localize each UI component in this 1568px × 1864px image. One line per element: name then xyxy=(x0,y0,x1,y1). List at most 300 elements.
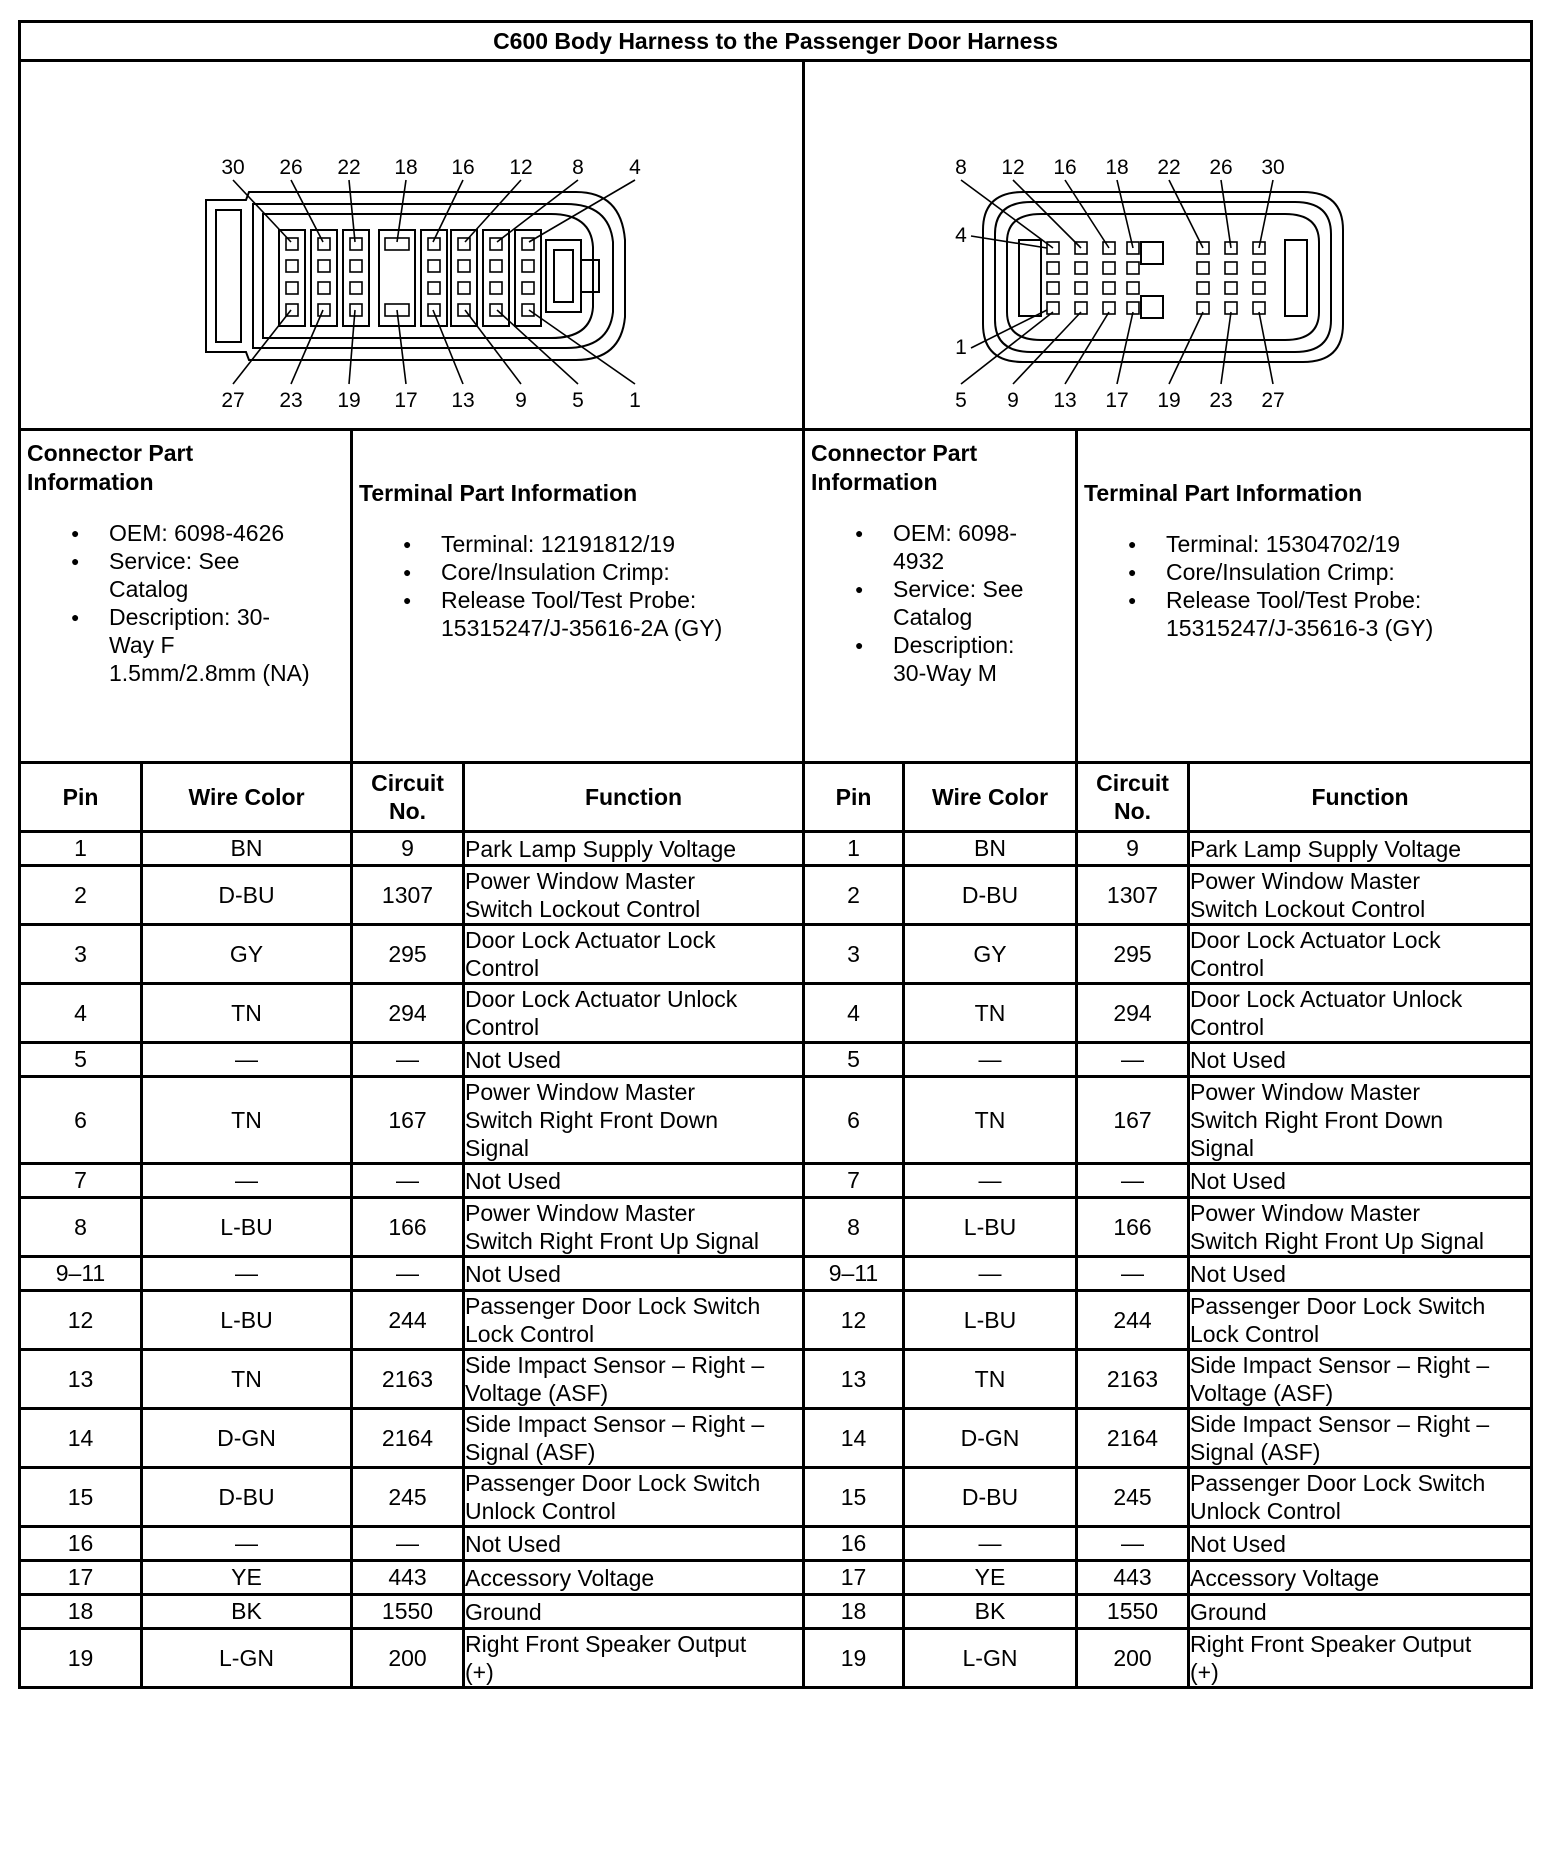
pin-cell: 7 xyxy=(20,1164,142,1198)
circuit-cell: 200 xyxy=(352,1629,464,1688)
function-cell xyxy=(1189,832,1532,866)
circuit-cell: — xyxy=(352,1257,464,1291)
wire-color-cell: BN xyxy=(904,832,1077,866)
circuit-cell: 2164 xyxy=(1077,1409,1189,1468)
pin-label: 5 xyxy=(572,389,584,412)
terminal-info-list xyxy=(353,530,802,642)
function-cell xyxy=(1189,1198,1532,1257)
header-circuit: Circuit No. xyxy=(1077,763,1189,832)
bullet-dot: ● xyxy=(855,525,864,541)
wire-color-cell: L-GN xyxy=(904,1629,1077,1688)
function-cell xyxy=(464,984,804,1043)
column-header-row xyxy=(20,763,1532,832)
terminal-cavity xyxy=(318,282,330,294)
terminal-cavity xyxy=(286,238,298,250)
pin-label: 13 xyxy=(1053,389,1077,412)
connector-info-list xyxy=(21,519,350,687)
circuit-cell: 244 xyxy=(352,1291,464,1350)
pin-label: 12 xyxy=(509,156,533,179)
info-line: 1.5mm/2.8mm (NA) xyxy=(109,660,310,686)
leader-line xyxy=(1117,312,1133,384)
connector-sheet xyxy=(18,20,1530,1850)
terminal-cavity xyxy=(458,260,470,272)
circuit-cell: 9 xyxy=(352,832,464,866)
function-cell xyxy=(1189,1291,1532,1350)
function-line: Unlock Control xyxy=(1190,1498,1341,1524)
pin-cell: 4 xyxy=(804,984,904,1043)
terminal-cavity xyxy=(458,282,470,294)
pin-label: 8 xyxy=(572,156,584,179)
function-cell xyxy=(1189,1164,1532,1198)
leader-line xyxy=(497,180,578,242)
leader-line xyxy=(961,312,1053,384)
terminal-pin xyxy=(1127,282,1139,294)
function-line: Door Lock Actuator Unlock xyxy=(1190,986,1463,1012)
table-row xyxy=(20,1043,1532,1077)
function-line: Switch Lockout Control xyxy=(1190,896,1426,922)
info-line: Description: xyxy=(893,632,1015,658)
terminal-cavity xyxy=(490,260,502,272)
pin-label: 1 xyxy=(629,389,641,412)
function-cell xyxy=(1189,1043,1532,1077)
leader-line xyxy=(349,180,355,242)
circuit-cell: 443 xyxy=(352,1561,464,1595)
left-connector-part-info xyxy=(20,430,352,763)
bullet-dot: ● xyxy=(403,592,412,608)
info-line: Terminal: 12191812/19 xyxy=(441,531,675,557)
terminal-cavity xyxy=(318,304,330,316)
info-bullet-item xyxy=(805,631,1075,687)
info-bullet-item xyxy=(805,575,1075,631)
function-cell xyxy=(1189,1077,1532,1164)
function-line: Switch Right Front Down xyxy=(465,1107,719,1133)
leader-line xyxy=(529,180,635,242)
table-row xyxy=(20,1409,1532,1468)
terminal-pin xyxy=(1075,282,1087,294)
info-line: Catalog xyxy=(109,576,189,602)
circuit-cell: 2163 xyxy=(352,1350,464,1409)
pin-label: 18 xyxy=(394,156,418,179)
bullet-dot: ● xyxy=(1128,564,1137,580)
function-line: Door Lock Actuator Lock xyxy=(1190,927,1441,953)
bullet-dot: ● xyxy=(1128,592,1137,608)
info-line: Terminal: 15304702/19 xyxy=(1166,531,1400,557)
function-cell xyxy=(1189,1629,1532,1688)
pin-label: 13 xyxy=(451,389,475,412)
pin-label: 26 xyxy=(279,156,303,179)
pin-cell: 1 xyxy=(804,832,904,866)
circuit-cell: 1550 xyxy=(1077,1595,1189,1629)
function-cell xyxy=(1189,1527,1532,1561)
pin-cell: 5 xyxy=(804,1043,904,1077)
function-cell xyxy=(464,1077,804,1164)
function-cell xyxy=(464,866,804,925)
info-line: 4932 xyxy=(893,548,945,574)
pin-cell: 4 xyxy=(20,984,142,1043)
circuit-cell: — xyxy=(1077,1527,1189,1561)
pin-label: 19 xyxy=(1157,389,1181,412)
info-line: OEM: 6098-4626 xyxy=(109,520,285,546)
function-line: Not Used xyxy=(1190,1046,1286,1073)
wire-color-cell: TN xyxy=(142,1350,352,1409)
wire-color-cell: BN xyxy=(142,832,352,866)
terminal-cavity xyxy=(428,282,440,294)
pin-cell: 12 xyxy=(804,1291,904,1350)
circuit-cell: 166 xyxy=(1077,1198,1189,1257)
info-line: Description: 30- xyxy=(109,604,271,630)
pin-cell: 3 xyxy=(20,925,142,984)
leader-line xyxy=(1169,312,1203,384)
table-row xyxy=(20,1468,1532,1527)
circuit-cell: — xyxy=(1077,1257,1189,1291)
pin-label: 16 xyxy=(451,156,475,179)
pin-cell: 12 xyxy=(20,1291,142,1350)
table-row xyxy=(20,866,1532,925)
pin-label: 30 xyxy=(221,156,245,179)
function-cell xyxy=(464,1198,804,1257)
bullet-dot: ● xyxy=(855,581,864,597)
wire-color-cell: L-BU xyxy=(142,1291,352,1350)
function-line: Lock Control xyxy=(465,1321,595,1347)
info-bullet-item xyxy=(21,547,350,603)
pin-cell: 9–11 xyxy=(20,1257,142,1291)
function-cell xyxy=(1189,925,1532,984)
function-cell xyxy=(464,1527,804,1561)
table-row xyxy=(20,1629,1532,1688)
function-cell xyxy=(1189,1468,1532,1527)
table-row xyxy=(20,1561,1532,1595)
function-line: Power Window Master xyxy=(1190,868,1421,894)
connector-info-list xyxy=(805,519,1075,687)
function-line: Door Lock Actuator Lock xyxy=(465,927,716,953)
function-cell xyxy=(464,1291,804,1350)
wire-color-cell: — xyxy=(904,1257,1077,1291)
pin-label: 5 xyxy=(955,389,967,412)
pin-cell: 18 xyxy=(20,1595,142,1629)
terminal-pin xyxy=(1103,282,1115,294)
pin-label: 8 xyxy=(955,156,967,179)
info-line: Core/Insulation Crimp: xyxy=(1166,559,1395,585)
table-row xyxy=(20,1198,1532,1257)
pin-cell: 15 xyxy=(20,1468,142,1527)
wire-color-cell: L-GN xyxy=(142,1629,352,1688)
circuit-cell: — xyxy=(1077,1043,1189,1077)
bullet-dot: ● xyxy=(71,553,80,569)
pin-cell: 19 xyxy=(20,1629,142,1688)
pin-label: 17 xyxy=(1105,389,1129,412)
function-cell xyxy=(464,832,804,866)
function-line: Signal (ASF) xyxy=(465,1439,596,1465)
function-line: Not Used xyxy=(1190,1530,1286,1557)
function-line: Voltage (ASF) xyxy=(465,1380,609,1406)
circuit-cell: 294 xyxy=(352,984,464,1043)
circuit-cell: 443 xyxy=(1077,1561,1189,1595)
leader-line xyxy=(1259,312,1273,384)
table-row xyxy=(20,832,1532,866)
function-line: Side Impact Sensor – Right – xyxy=(1190,1411,1490,1437)
wire-color-cell: GY xyxy=(904,925,1077,984)
function-line: Not Used xyxy=(465,1260,561,1287)
wire-color-cell: D-BU xyxy=(904,1468,1077,1527)
pin-label: 30 xyxy=(1261,156,1285,179)
pin-cell: 14 xyxy=(20,1409,142,1468)
function-line: Accessory Voltage xyxy=(1190,1564,1380,1591)
pin-cell: 5 xyxy=(20,1043,142,1077)
pin-cell: 1 xyxy=(20,832,142,866)
pin-label: 27 xyxy=(1261,389,1285,412)
wire-color-cell: L-BU xyxy=(904,1198,1077,1257)
pin-cell: 3 xyxy=(804,925,904,984)
circuit-cell: — xyxy=(352,1527,464,1561)
bullet-dot: ● xyxy=(71,525,80,541)
function-line: Signal xyxy=(1190,1135,1254,1161)
circuit-cell: 295 xyxy=(1077,925,1189,984)
terminal-pin xyxy=(1075,262,1087,274)
function-line: Passenger Door Lock Switch xyxy=(465,1470,761,1496)
terminal-pin xyxy=(1047,262,1059,274)
function-line: Door Lock Actuator Unlock xyxy=(465,986,738,1012)
function-cell xyxy=(1189,1595,1532,1629)
terminal-cavity xyxy=(522,282,534,294)
function-line: Not Used xyxy=(1190,1260,1286,1287)
pin-cell: 14 xyxy=(804,1409,904,1468)
info-line: OEM: 6098- xyxy=(893,520,1017,546)
pin-label: 27 xyxy=(221,389,245,412)
function-line: Power Window Master xyxy=(465,868,696,894)
function-line: Passenger Door Lock Switch xyxy=(1190,1470,1486,1496)
function-line: Power Window Master xyxy=(465,1079,696,1105)
function-cell xyxy=(464,1561,804,1595)
info-bullet-item xyxy=(1078,558,1530,586)
bullet-dot: ● xyxy=(403,536,412,552)
pin-cell: 6 xyxy=(20,1077,142,1164)
female-connector-drawing xyxy=(21,62,805,428)
function-cell xyxy=(464,1043,804,1077)
header-pin: Pin xyxy=(20,763,142,832)
terminal-cavity xyxy=(522,260,534,272)
function-line: Lock Control xyxy=(1190,1321,1320,1347)
pin-label: 26 xyxy=(1209,156,1233,179)
table-row xyxy=(20,1257,1532,1291)
left-connector-diagram xyxy=(20,61,804,430)
info-bullet-item xyxy=(353,530,802,558)
terminal-pin xyxy=(1225,262,1237,274)
function-cell xyxy=(464,1629,804,1688)
wire-color-cell: — xyxy=(904,1164,1077,1198)
terminal-info-heading: Terminal Part Information xyxy=(359,480,638,506)
function-line: Signal (ASF) xyxy=(1190,1439,1321,1465)
pin-label: 4 xyxy=(629,156,641,179)
page-title: C600 Body Harness to the Passenger Door Harness xyxy=(20,22,1532,61)
pin-label: 19 xyxy=(337,389,361,412)
function-line: Control xyxy=(465,1014,540,1040)
pin-label: 1 xyxy=(955,336,967,359)
function-line: Power Window Master xyxy=(1190,1079,1421,1105)
wire-color-cell: D-GN xyxy=(904,1409,1077,1468)
leader-line xyxy=(465,180,521,242)
terminal-cavity xyxy=(490,304,502,316)
function-cell xyxy=(464,1468,804,1527)
wire-color-cell: — xyxy=(142,1257,352,1291)
function-line: Park Lamp Supply Voltage xyxy=(465,835,737,862)
table-row xyxy=(20,1350,1532,1409)
pin-label: 22 xyxy=(337,156,361,179)
function-line: Switch Right Front Down xyxy=(1190,1107,1444,1133)
function-line: Unlock Control xyxy=(465,1498,616,1524)
function-line: Control xyxy=(1190,1014,1265,1040)
header-function: Function xyxy=(464,763,804,832)
function-cell xyxy=(464,1257,804,1291)
circuit-cell: 1307 xyxy=(1077,866,1189,925)
terminal-cavity xyxy=(286,282,298,294)
circuit-cell: 1307 xyxy=(352,866,464,925)
function-line: Control xyxy=(1190,955,1265,981)
left-terminal-part-info xyxy=(352,430,804,763)
wire-color-cell: BK xyxy=(142,1595,352,1629)
function-line: Not Used xyxy=(465,1530,561,1557)
pin-label: 12 xyxy=(1001,156,1025,179)
terminal-pin xyxy=(1253,262,1265,274)
circuit-cell: 294 xyxy=(1077,984,1189,1043)
wire-color-cell: — xyxy=(142,1527,352,1561)
wire-color-cell: D-BU xyxy=(142,1468,352,1527)
connector-info-heading: Connector Part Information xyxy=(27,440,194,495)
wire-color-cell: — xyxy=(142,1164,352,1198)
terminal-info-list xyxy=(1078,530,1530,642)
function-line: Signal xyxy=(465,1135,529,1161)
circuit-cell: 245 xyxy=(1077,1468,1189,1527)
wire-color-cell: L-BU xyxy=(904,1291,1077,1350)
table-row xyxy=(20,1527,1532,1561)
table-row xyxy=(20,1164,1532,1198)
wire-color-cell: D-BU xyxy=(904,866,1077,925)
function-line: Switch Lockout Control xyxy=(465,896,701,922)
function-cell xyxy=(1189,1257,1532,1291)
terminal-cavity xyxy=(522,304,534,316)
function-cell xyxy=(1189,1409,1532,1468)
info-bullet-item xyxy=(1078,530,1530,558)
pin-cell: 17 xyxy=(804,1561,904,1595)
pin-cell: 9–11 xyxy=(804,1257,904,1291)
terminal-pin xyxy=(1197,262,1209,274)
pin-label: 18 xyxy=(1105,156,1129,179)
circuit-cell: 2163 xyxy=(1077,1350,1189,1409)
pin-cell: 13 xyxy=(804,1350,904,1409)
info-line: 15315247/J-35616-3 (GY) xyxy=(1166,615,1434,641)
circuit-cell: 166 xyxy=(352,1198,464,1257)
function-line: Not Used xyxy=(465,1167,561,1194)
wire-color-cell: TN xyxy=(142,1077,352,1164)
pin-cell: 16 xyxy=(804,1527,904,1561)
info-bullet-item xyxy=(1078,586,1530,642)
terminal-pin xyxy=(1127,262,1139,274)
terminal-info-heading: Terminal Part Information xyxy=(1084,480,1363,506)
leader-line xyxy=(397,180,406,242)
circuit-cell: 295 xyxy=(352,925,464,984)
right-terminal-part-info xyxy=(1077,430,1532,763)
pin-cell: 8 xyxy=(20,1198,142,1257)
wire-color-cell: BK xyxy=(904,1595,1077,1629)
pin-cell: 13 xyxy=(20,1350,142,1409)
pin-cell: 6 xyxy=(804,1077,904,1164)
pin-table-body xyxy=(20,832,1532,1688)
function-line: Park Lamp Supply Voltage xyxy=(1190,835,1462,862)
header-pin: Pin xyxy=(804,763,904,832)
function-line: Right Front Speaker Output xyxy=(1190,1631,1472,1657)
info-line: Service: See xyxy=(109,548,240,574)
wire-color-cell: D-BU xyxy=(142,866,352,925)
header-wire-color: Wire Color xyxy=(142,763,352,832)
male-connector-drawing xyxy=(805,62,1533,428)
info-line: Core/Insulation Crimp: xyxy=(441,559,670,585)
function-line: Side Impact Sensor – Right – xyxy=(465,1411,765,1437)
info-bullet-item xyxy=(21,603,350,687)
circuit-cell: 167 xyxy=(352,1077,464,1164)
pin-label: 9 xyxy=(1007,389,1019,412)
terminal-cavity xyxy=(350,304,362,316)
info-line: Release Tool/Test Probe: xyxy=(1166,587,1422,613)
wire-color-cell: — xyxy=(142,1043,352,1077)
terminal-pin xyxy=(1225,282,1237,294)
function-line: Switch Right Front Up Signal xyxy=(1190,1228,1485,1254)
pin-cell: 16 xyxy=(20,1527,142,1561)
terminal-cavity xyxy=(428,260,440,272)
info-line: Service: See xyxy=(893,576,1024,602)
terminal-cavity xyxy=(350,260,362,272)
function-line: Passenger Door Lock Switch xyxy=(1190,1293,1486,1319)
terminal-cavity xyxy=(458,238,470,250)
circuit-cell: 1550 xyxy=(352,1595,464,1629)
table-row xyxy=(20,925,1532,984)
function-cell xyxy=(464,1164,804,1198)
pin-cell: 7 xyxy=(804,1164,904,1198)
terminal-cavity xyxy=(286,260,298,272)
header-circuit: Circuit No. xyxy=(352,763,464,832)
info-line: 15315247/J-35616-2A (GY) xyxy=(441,615,723,641)
function-line: Not Used xyxy=(465,1046,561,1073)
function-line: (+) xyxy=(1190,1659,1219,1685)
function-line: Power Window Master xyxy=(465,1200,696,1226)
right-connector-diagram xyxy=(804,61,1532,430)
circuit-cell: — xyxy=(1077,1164,1189,1198)
table-row xyxy=(20,1595,1532,1629)
info-bullet-item xyxy=(805,519,1075,575)
function-line: Ground xyxy=(465,1598,542,1625)
right-connector-part-info xyxy=(804,430,1077,763)
leader-line xyxy=(291,180,323,242)
function-line: (+) xyxy=(465,1659,494,1685)
function-line: Accessory Voltage xyxy=(465,1564,655,1591)
wire-color-cell: TN xyxy=(904,1077,1077,1164)
function-line: Passenger Door Lock Switch xyxy=(465,1293,761,1319)
circuit-cell: — xyxy=(352,1164,464,1198)
function-line: Control xyxy=(465,955,540,981)
wire-color-cell: D-GN xyxy=(142,1409,352,1468)
pin-label: 22 xyxy=(1157,156,1181,179)
function-cell xyxy=(1189,984,1532,1043)
circuit-cell: 9 xyxy=(1077,832,1189,866)
terminal-cavity xyxy=(318,260,330,272)
terminal-pin xyxy=(1197,282,1209,294)
header-function: Function xyxy=(1189,763,1532,832)
wire-color-cell: — xyxy=(904,1043,1077,1077)
pin-cell: 18 xyxy=(804,1595,904,1629)
terminal-cavity xyxy=(490,282,502,294)
info-bullet-item xyxy=(353,586,802,642)
function-line: Side Impact Sensor – Right – xyxy=(1190,1352,1490,1378)
circuit-cell: 244 xyxy=(1077,1291,1189,1350)
terminal-cavity xyxy=(350,282,362,294)
